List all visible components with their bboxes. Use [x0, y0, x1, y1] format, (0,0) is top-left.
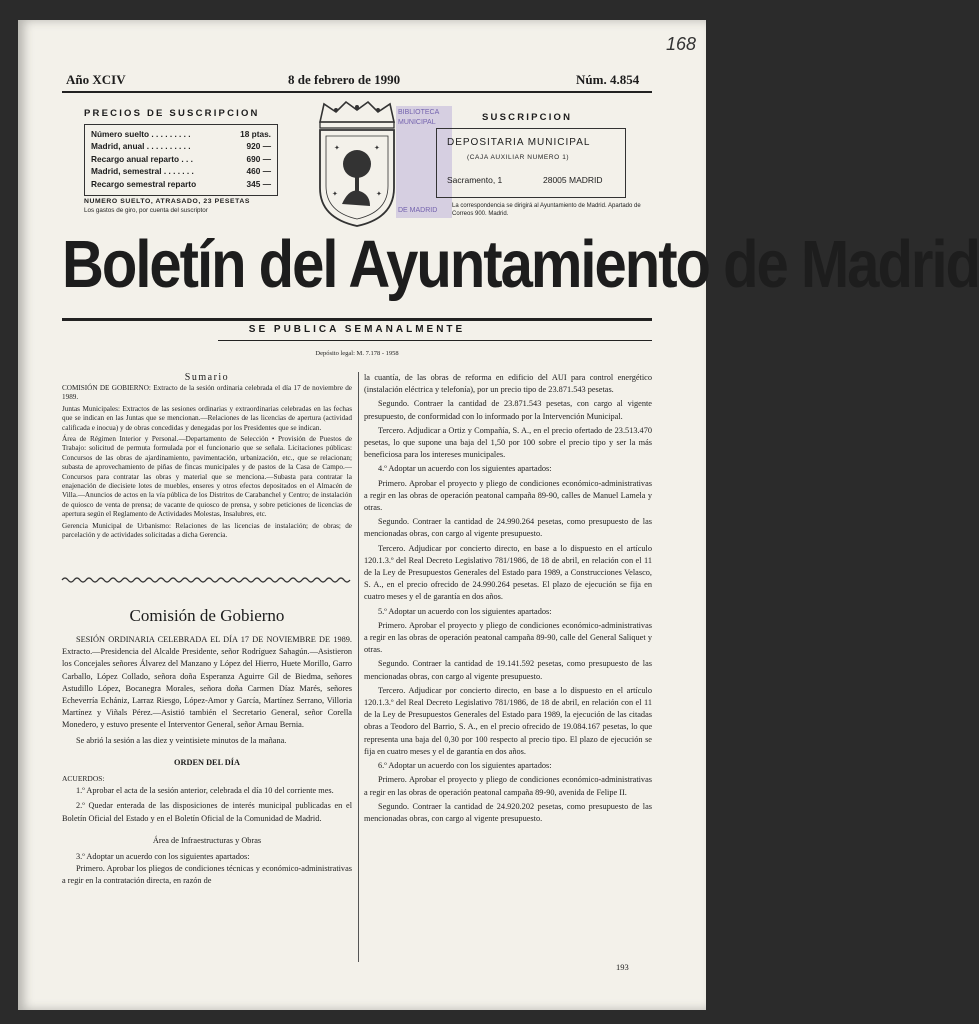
- weekly-label: SE PUBLICA SEMANALMENTE: [248, 324, 466, 335]
- subscription-street: Sacramento, 1: [447, 175, 503, 185]
- acuerdo-3-primero: Primero. Aprobar los pliegos de condiciones técnicas y económico-administrativas a regir en la contratación directa, en razón de: [62, 864, 352, 886]
- header-rule: [62, 91, 652, 93]
- acuerdo-1: 1.º Aprobar el acta de la sesión anterior, celebrada el día 10 del corriente mes.: [76, 786, 334, 796]
- svg-text:✦: ✦: [376, 190, 382, 198]
- price-label: Madrid, semestral . . . . . . .: [91, 166, 194, 177]
- right-column-paragraph: Primero. Aprobar el proyecto y pliego de condiciones económico-administrativas a regir en las obras de operación peatonal campaña 89-90, calle del General Saliquet y otras.: [364, 620, 652, 655]
- right-column-paragraph: Tercero. Adjudicar por concierto directo, en base a lo dispuesto en el artículo 120.1.3.º del Real Decreto Legislativo 781/1986, de 18 de abril, en relación con el 11 de la Ley de Presupuestos Generales del Estado para 1989, a Construcciones Velasco, S. A., en el precio ofrecido de 24.990.264 pesetas. El plazo de ejecución se fija en cuatro meses y el de garantía en dos años.: [364, 543, 652, 602]
- comision-body: [62, 634, 352, 888]
- price-label: Madrid, anual . . . . . . . . . .: [91, 141, 191, 152]
- subscription-note: La correspondencia se dirigirá al Ayuntamiento de Madrid. Apartado de Correos 900. Madrid.: [452, 203, 641, 217]
- subscription-office: DEPOSITARIA MUNICIPAL: [447, 137, 591, 148]
- stamp-line-1: BIBLIOTECA: [398, 109, 440, 116]
- legal-deposit: Depósito legal: M. 7.178 - 1958: [315, 350, 399, 357]
- acuerdos-label: ACUERDOS:: [62, 774, 105, 784]
- wavy-divider: [62, 576, 352, 584]
- prices-box: [84, 124, 278, 196]
- price-label: Recargo anual reparto . . .: [91, 153, 193, 164]
- summary-title: Sumario: [184, 372, 230, 383]
- year-label: Año XCIV: [66, 72, 126, 87]
- right-column-paragraph: Primero. Aprobar el proyecto y pliego de condiciones económico-administrativas a regir en las obras de operación peatonal campaña 89-90, avenida de Felipe II.: [364, 775, 652, 797]
- newspaper-page: [18, 20, 979, 1010]
- right-column-paragraph: Segundo. Contraer la cantidad de 23.871.543 pesetas, con cargo al vigente presupuesto, de conformidad con lo informado por la Intervención Municipal.: [364, 399, 652, 421]
- right-column-paragraph: Tercero. Adjudicar por concierto directo, en base a lo dispuesto en el artículo 120.1.3.º del Real Decreto Legislativo 781/1986, de 18 de abril, en relación con el 11 de la Ley de Presupuestos Generales del Estado para 1989, la ejecución de las citadas obras a Teodoro del Barrio, S. A., en el precio ofrecido de 19.084.167 pesetas, lo que representa una baja del 0,30 por 100 respecto al precio tipo. El plazo de ejecución se fija en cuatro meses y el de garantía en dos años.: [364, 685, 652, 756]
- summary-item: Área de Régimen Interior y Personal.—Departamento de Selección • Provisión de Puestos de Trabajo: solicitud de permuta formulada por el funcionario que se señala. Licitaciones públicas: Concursos de las obras de ajardinamiento, pavimentación, urbanización, etc., que se relacionan; subasta de aprovechamiento de piñas de fincas municipales y de pastos de la Casa de Campo.—Concursos para contratar las obras y material que se menciona.—Subasta para contratar la enajenación de diecisiete lotes de muebles, enseres y otros efectos depositados en el Almacén de Villa.—Anuncios de actos en la vía pública de los Distritos de Carabanchel y Centro; de instalación de quiosco de venta de prensa; de vacante de quiosco de prensa, y sobre peticiones de licencias de apertura según el Reglamento de Actividades Molestas, Insalubres, etc.: [62, 435, 352, 519]
- area-heading: Área de Infraestructuras y Obras: [152, 835, 262, 845]
- issue-date: 8 de febrero de 1990: [288, 72, 401, 87]
- price-value: 18 ptas.: [240, 129, 271, 139]
- page-number: 193: [616, 962, 629, 972]
- price-row: [91, 128, 271, 140]
- subscription-office-sub: (CAJA AUXILIAR NUMERO 1): [467, 154, 570, 161]
- summary-item: Juntas Municipales: Extractos de las sesiones ordinarias y extraordinarias celebradas en las fechas que se indican en las Juntas que se mencionan.—Relaciones de las licencias de apertura (actividad calificada e inocua) y de obras concedidas y denegadas por los Presidentes que se indican.: [62, 404, 352, 432]
- prices-note-1: NUMERO SUELTO, ATRASADO, 23 PESETAS: [84, 198, 251, 205]
- orden-del-dia: ORDEN DEL DÍA: [174, 757, 240, 767]
- weekly-rule: [218, 340, 652, 341]
- price-value: 345 —: [246, 178, 271, 189]
- subscription-box: [436, 128, 626, 198]
- issue-number: Núm. 4.854: [576, 72, 640, 87]
- handwritten-number: 168: [666, 34, 697, 54]
- price-row: [91, 153, 271, 165]
- right-column-paragraph: Primero. Aprobar el proyecto y pliego de condiciones económico-administrativas a regir en las obras de operación peatonal campaña 89-90, calles de Manuel Lamela y otras.: [364, 478, 652, 513]
- acuerdo-2: 2.º Quedar enterada de las disposiciones de interés municipal publicadas en el Boletín Oficial del Estado y en el Boletín Oficial de la Comunidad de Madrid.: [62, 801, 352, 823]
- price-label: Recargo semestral reparto: [91, 178, 197, 189]
- right-column-paragraph: Segundo. Contraer la cantidad de 24.990.264 pesetas, como presupuesto de las mencionadas obras, con cargo al vigente presupuesto.: [364, 517, 652, 539]
- stamp-line-2: MUNICIPAL: [398, 119, 436, 126]
- masthead-rule: [62, 318, 652, 321]
- comision-paragraph: SESIÓN ORDINARIA CELEBRADA EL DÍA 17 DE NOVIEMBRE DE 1989. Extracto.—Presidencia del Alcalde Presidente, señor Rodríguez Sahagún.—Asistieron los Concejales señores Álvarez del Manzano y López del Hierro, Huete Morillo, Garro Carballo, López Collado, señora doña Esperanza Aguirre Gil de Biedma, señores Astudillo López, Bocanegra Morales, señora doña Carmen Díaz Marés, señores Echeverría Echániz, Larraz Riesgo, López-Amor y García, Martínez Serrano, Villoria Martínez y Viñals Pérez.—Asistió también el Secretario General, señor Corella Monedero, y estuvo presente el Interventor General, señor Arnau Bernia.: [62, 635, 352, 730]
- acuerdo-3: 3.º Adoptar un acuerdo con los siguientes apartados:: [76, 852, 250, 862]
- comision-paragraph: Se abrió la sesión a las diez y veintisiete minutos de la mañana.: [76, 735, 287, 745]
- svg-text:✦: ✦: [334, 144, 340, 152]
- price-label: Número suelto . . . . . . . . .: [91, 129, 191, 139]
- right-column: [364, 372, 652, 827]
- price-row: [91, 140, 271, 152]
- section-title: Comisión de Gobierno: [129, 606, 285, 625]
- svg-text:✦: ✦: [332, 190, 338, 198]
- right-column-paragraph: Segundo. Contraer la cantidad de 24.920.202 pesetas, como presupuesto de las mencionadas obras, con cargo al vigente presupuesto.: [364, 801, 652, 823]
- summary-item: Gerencia Municipal de Urbanismo: Relaciones de las licencias de instalación; de obras; de parcelación y de actividades solicitadas a dicha Gerencia.: [62, 521, 352, 540]
- madrid-coat-of-arms: [312, 100, 402, 230]
- price-value: 690 —: [246, 153, 271, 164]
- summary-item: COMISIÓN DE GOBIERNO: Extracto de la sesión ordinaria celebrada el día 17 de noviembre de 1989.: [62, 384, 352, 402]
- price-row: [91, 178, 271, 190]
- right-column-paragraph: 5.º Adoptar un acuerdo con los siguientes apartados:: [378, 606, 552, 616]
- stamp-line-3: DE MADRID: [398, 207, 438, 214]
- right-column-paragraph: Tercero. Adjudicar a Ortiz y Compañía, S. A., en el precio ofertado de 23.513.470 pesetas, lo que supone una baja del 1,50 por 100 sobre el precio tipo y ser la más beneficiosa para los intereses municipales.: [364, 425, 652, 460]
- masthead-title: Boletín del Ayuntamiento de Madrid: [62, 227, 979, 302]
- price-value: 460 —: [246, 166, 271, 177]
- right-column-paragraph: 4.º Adoptar un acuerdo con los siguientes apartados:: [378, 464, 552, 474]
- right-column-paragraph: Segundo. Contraer la cantidad de 19.141.592 pesetas, como presupuesto de las mencionadas obras, con cargo al vigente presupuesto.: [364, 659, 652, 681]
- svg-text:✦: ✦: [374, 144, 380, 152]
- subscription-city: 28005 MADRID: [543, 175, 603, 185]
- price-row: [91, 165, 271, 177]
- subscription-title: SUSCRIPCION: [482, 112, 573, 123]
- prices-title: PRECIOS DE SUSCRIPCION: [84, 108, 260, 119]
- prices-note-2: Los gastos de giro, por cuenta del suscriptor: [84, 207, 208, 214]
- summary-list: [62, 384, 352, 541]
- column-rule: [358, 372, 359, 962]
- right-column-paragraph: 6.º Adoptar un acuerdo con los siguientes apartados:: [378, 761, 552, 771]
- right-column-paragraph: la cuantía, de las obras de reforma en edificio del AUI para control energético (instalación eléctrica y telefonía), por un precio tipo de 23.871.543 pesetas.: [364, 373, 652, 395]
- price-value: 920 —: [246, 141, 271, 152]
